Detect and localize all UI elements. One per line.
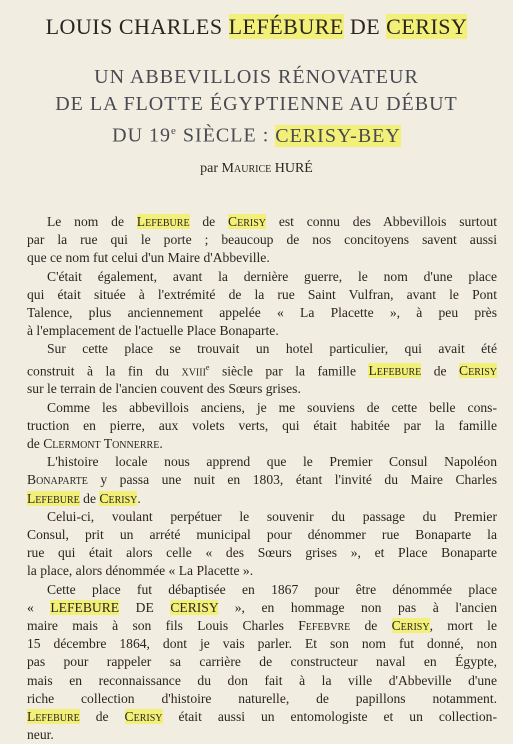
subtitle-cerisy-bey: CERISY-BEY xyxy=(275,124,401,147)
body-line xyxy=(27,435,497,453)
highlight-cerisy: CERISY xyxy=(170,599,219,615)
body-line: Cette place fut débaptisée en 1867 pour être dénommée place xyxy=(47,581,497,597)
text-run: y passa une nuit en 1803, étant l'invité du Maire Charles xyxy=(87,472,497,488)
text-run: DE xyxy=(119,599,171,615)
body-line: Comme les abbevillois anciens, je me souviens de cette belle cons- xyxy=(47,399,497,415)
text-run: « xyxy=(27,599,51,615)
text-run: de xyxy=(421,363,460,379)
highlight-lefebure: Lefebure xyxy=(27,709,80,725)
body-line: C'était également, avant la dernière guerre, le nom d'une place xyxy=(47,268,497,284)
title-mid: DE xyxy=(343,14,387,39)
highlight-cerisy: Cerisy xyxy=(228,214,266,229)
highlight-cerisy: Cerisy xyxy=(124,709,163,725)
body-line xyxy=(27,617,497,635)
highlight-lefebure: LEFEBURE xyxy=(50,599,120,615)
text-run: de xyxy=(189,214,229,229)
highlight-cerisy: Cerisy xyxy=(391,618,430,633)
clermont-tonnerre: Clermont Tonnerre xyxy=(43,435,160,451)
title-prefix: LOUIS CHARLES xyxy=(45,14,229,39)
article-body xyxy=(27,213,497,744)
text-run: », en hommage non pas à l'ancien xyxy=(218,599,497,615)
century-sup: e xyxy=(205,362,210,372)
body-line: rue qui était alors celle « des Sœurs grises », et Place Bonaparte xyxy=(27,545,497,561)
subtitle-line-3-mid: SIÈCLE : xyxy=(176,124,276,147)
body-line: L'histoire locale nous apprend que le Premier Consul Napoléon xyxy=(47,454,497,470)
body-line: que ce nom fut celui d'un Maire d'Abbeville. xyxy=(27,250,270,266)
text-run: siècle par la famille xyxy=(209,363,369,379)
highlight-cerisy: Cerisy xyxy=(99,490,138,506)
body-line xyxy=(27,599,497,617)
highlight-cerisy: Cerisy xyxy=(459,363,497,379)
author-line xyxy=(0,161,513,177)
body-line: à l'emplacement de l'actuelle Place Bonaparte. xyxy=(27,323,279,339)
body-line: truction en pierre, aux volets verts, qui était habitée par la famille xyxy=(27,417,497,433)
text-run: était aussi un entomologiste et un collection- xyxy=(162,709,497,725)
body-line: mais en reconnaissance du don fait à la ville d'Abbeville d'une xyxy=(27,672,497,688)
body-line xyxy=(27,471,497,489)
article-title xyxy=(0,14,513,40)
author-by: par xyxy=(200,161,222,176)
highlight-lefebure: Lefebure xyxy=(368,363,422,379)
body-line: Celui-ci, voulant perpétuer le souvenir du passage du Premier xyxy=(47,508,497,524)
subtitle-line-1: UN ABBEVILLOIS RÉNOVATEUR xyxy=(94,66,419,88)
text-run: construit à la fin du xyxy=(27,363,182,379)
body-line: 15 décembre 1864, dont je vais parler. Et son nom fut donné, non xyxy=(27,636,497,652)
bonaparte-name: Bonaparte xyxy=(27,472,88,488)
text-run: . xyxy=(159,435,163,451)
body-line: par la rue qui le porte ; beaucoup de nos concitoyens savent aussi xyxy=(27,232,497,248)
text-run: Le nom de xyxy=(47,214,137,229)
text-run: , mort le xyxy=(429,618,497,633)
author-first-name: Maurice xyxy=(221,161,272,176)
highlight-lefebure: Lefebure xyxy=(27,490,80,506)
subtitle-line-3-prefix: DU 19 xyxy=(112,124,172,147)
title-name-lefebure: LEFÉBURE xyxy=(228,14,344,39)
article-subtitle xyxy=(0,64,513,150)
body-line: qui était située à l'extrémité de la rue Saint Vulfran, avant le Pont xyxy=(27,286,497,302)
body-line: Consul, prit un arrété municipal pour dénommer rue Bonaparte la xyxy=(27,526,497,542)
body-line: pas pour rappeler sa carrière de constructeur naval en Égypte, xyxy=(27,654,497,670)
text-run: maire mais à son fils Louis Charles xyxy=(27,618,299,633)
text-run: de xyxy=(350,618,392,633)
subtitle-line-2: DE LA FLOTTE ÉGYPTIENNE AU DÉBUT xyxy=(55,93,458,115)
highlight-lefebure: Lefebure xyxy=(136,214,190,229)
body-line xyxy=(27,490,497,508)
subtitle-line-3 xyxy=(0,118,513,150)
body-line xyxy=(27,213,497,231)
text-run: de xyxy=(79,490,100,506)
subtitle-century-sup: e xyxy=(171,125,177,137)
body-line: sur le terrain de l'ancien couvent des Sœurs grises. xyxy=(27,381,301,397)
fefebvre-name: Fefebvre xyxy=(298,618,351,633)
body-line xyxy=(27,359,497,381)
text-run: est connu des Abbevillois surtout xyxy=(266,214,497,229)
author-surname: HURÉ xyxy=(271,161,313,176)
body-line: riche collection d'histoire naturelle, de papillons notamment. xyxy=(27,690,497,706)
body-line xyxy=(27,708,497,726)
body-line: la place, alors dénommée « La Placette ». xyxy=(27,563,254,579)
title-name-cerisy: CERISY xyxy=(386,14,468,39)
body-line: Sur cette place se trouvait un hotel particulier, qui avait été xyxy=(47,341,497,357)
text-run: de xyxy=(27,435,44,451)
text-run: de xyxy=(79,709,125,725)
body-line: neur. xyxy=(27,727,54,743)
body-line: Talence, plus anciennement appelée « La Placette », à peu près xyxy=(27,305,497,321)
roman-century: xviii xyxy=(181,363,206,379)
text-run: . xyxy=(137,490,141,506)
